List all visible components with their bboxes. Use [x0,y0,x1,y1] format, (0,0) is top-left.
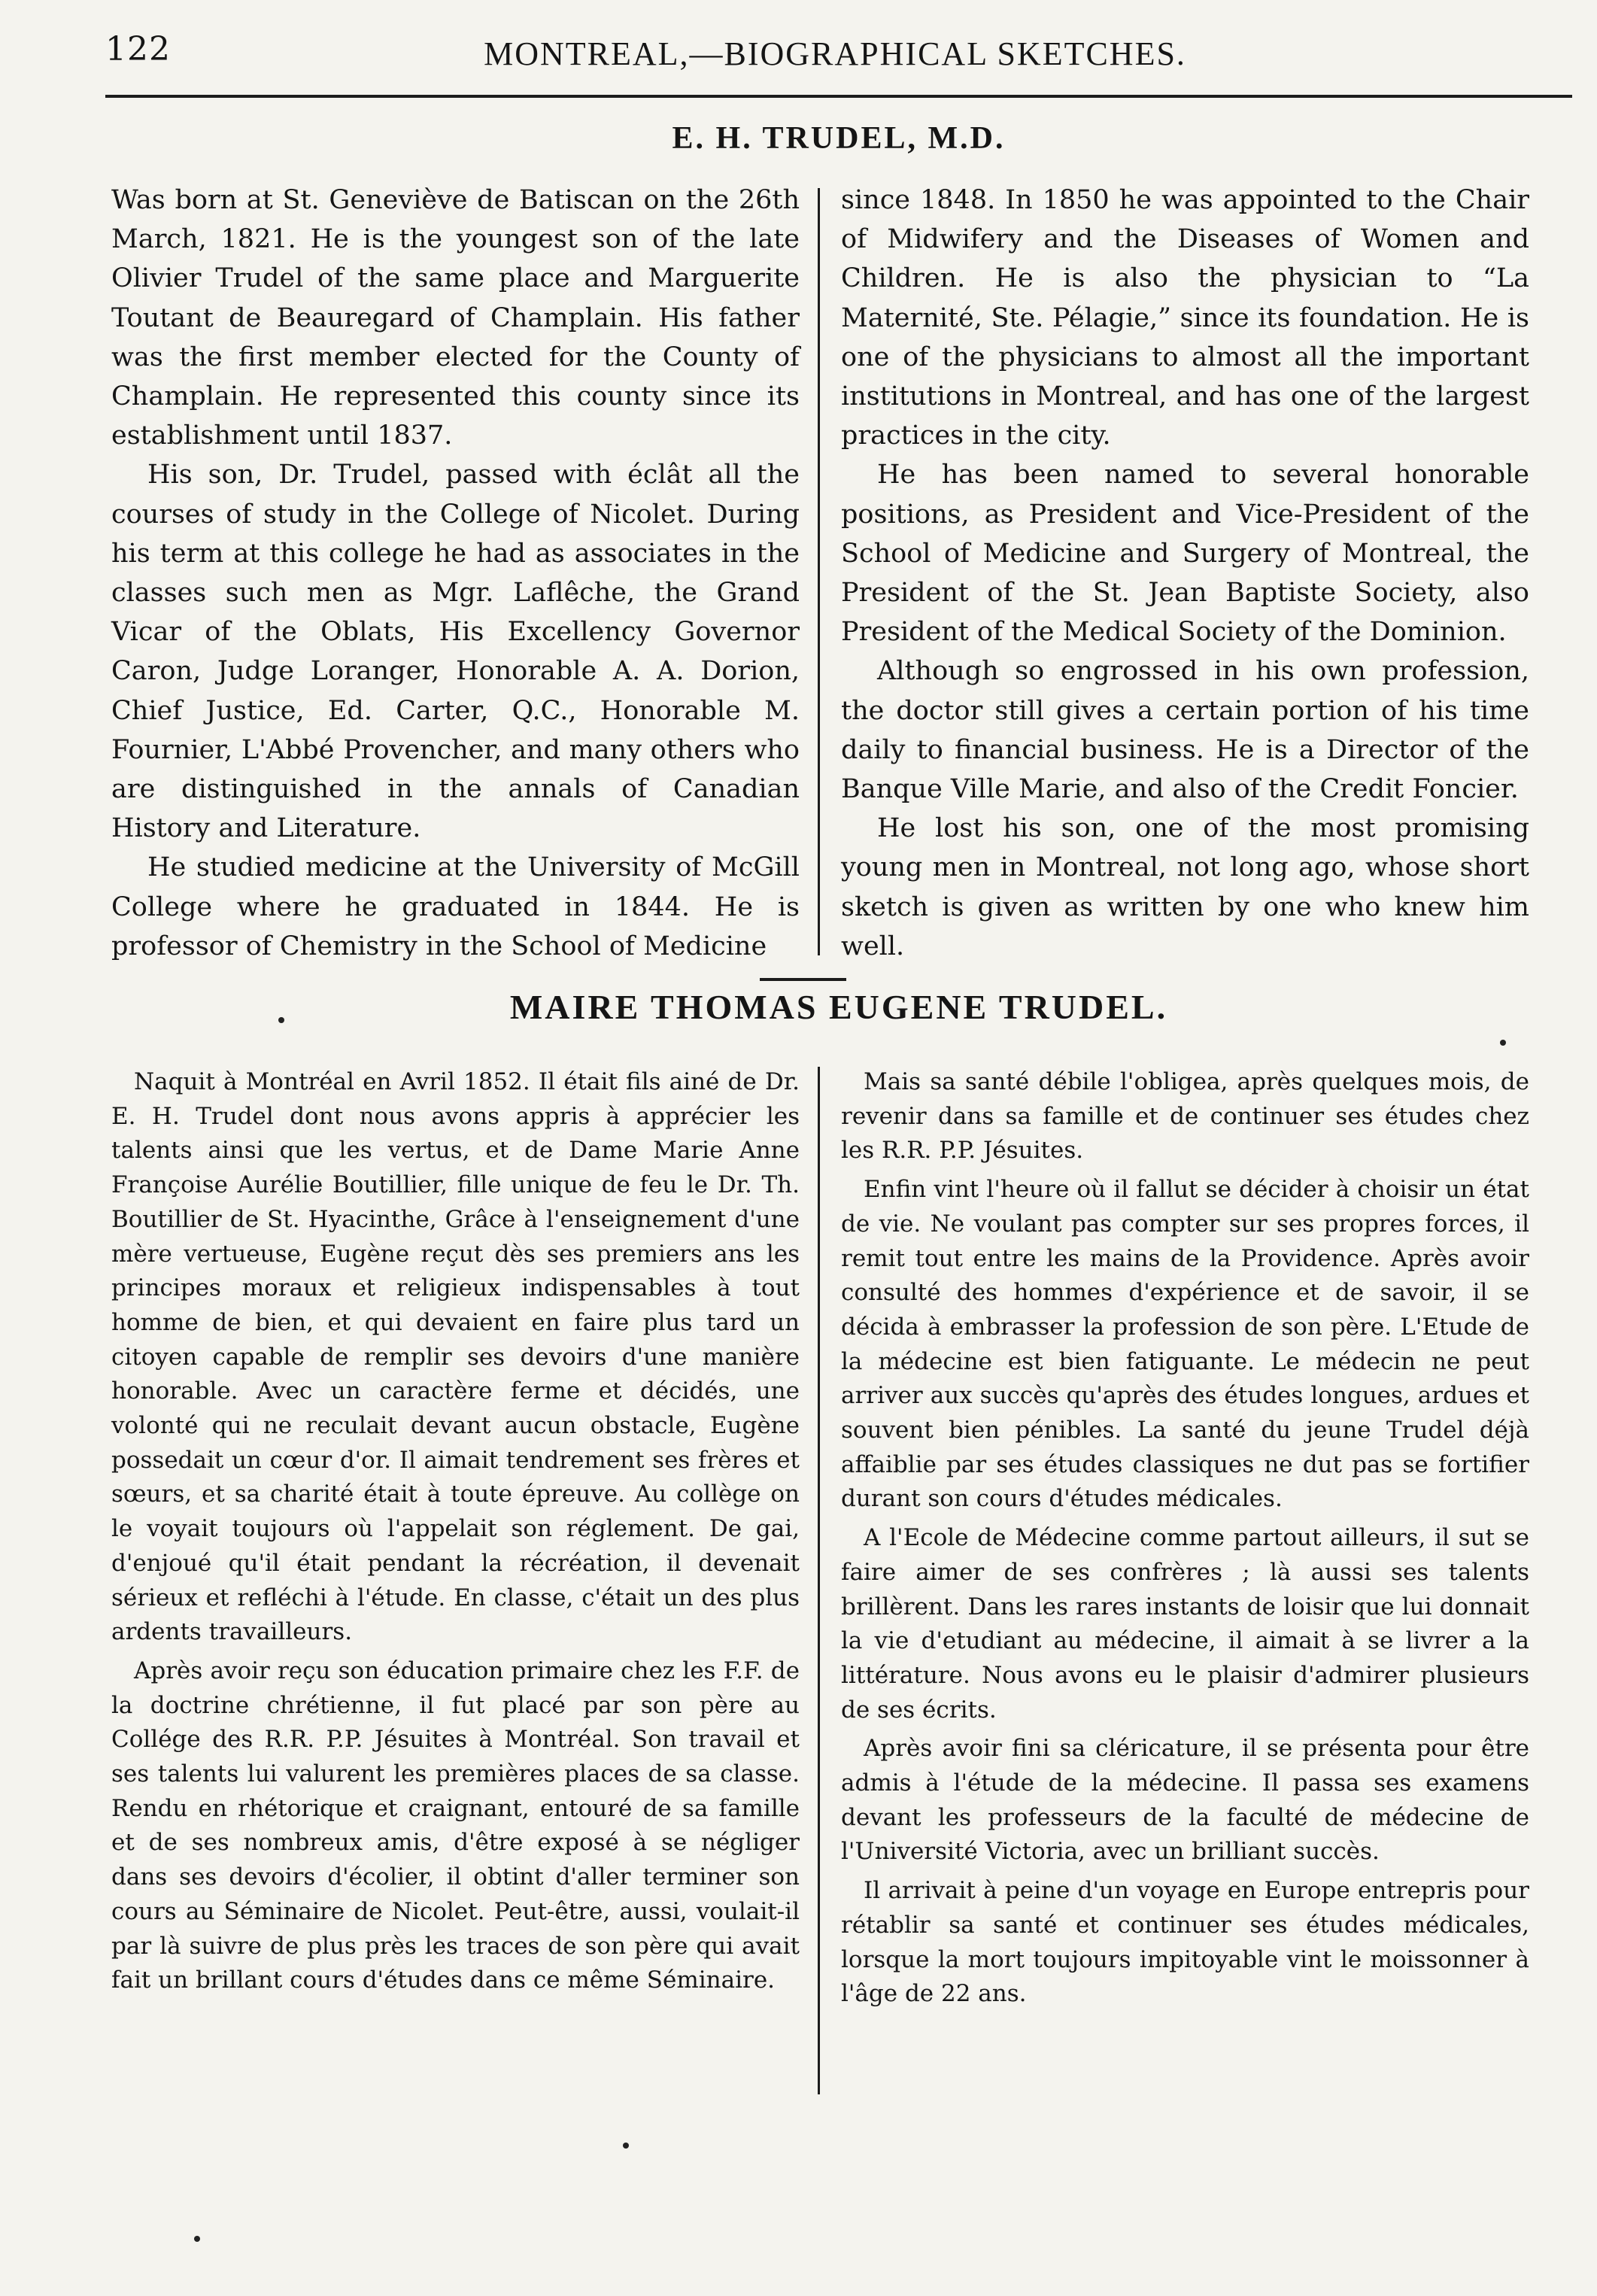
paragraph: Après avoir reçu son éducation primaire chez les F.F. de la doctrine chrétienne, il fut placé par son père au Collége des R.R. P.P. Jésuites à Montréal. Son travail et ses talents lui valurent les premières places de sa classe. Rendu en rhétorique et craignant, entouré de sa famille et de ses nombreux amis, d'être exposé à se négliger dans ses devoirs d'écolier, il obtint d'aller terminer son cours au Séminaire de Nicolet. Peut-être, aussi, voulait-il par là suivre de plus près les traces de son père qui avait fait un brillant cours d'études dans ce même Séminaire. [111,1657,800,1994]
paragraph: He has been named to several honorable positions, as President and Vice-President of the School of Medicine and Surgery of Montreal, the President of the St. Jean Baptiste Society, also President of the Medical Society of the Dominion. [841,460,1529,648]
ink-speck [278,1017,284,1023]
ink-speck [194,2236,200,2242]
paragraph: He studied medicine at the University of McGill College where he graduated in 1844. He is professor of Chemistry in the School of Medicine [111,852,800,961]
paragraph: since 1848. In 1850 he was appointed to the Chair of Midwifery and the Diseases of Women and Children. He is also the physician to “La Maternité, Ste. Pélagie,” since its foundation. He is one of the physicians to almost all the important institutions in Montreal, and has one of the largest practices in the city. [841,185,1529,451]
paragraph: Il arrivait à peine d'un voyage en Europe entrepris pour rétablir sa santé et continuer ses études médicales, lorsque la mort toujours impitoyable vint le moissonner à l'âge de 22 ans. [841,1877,1529,2008]
paragraph: His son, Dr. Trudel, passed with éclât all the courses of study in the College of Nicolet. During his term at this college he had as associates in the classes such men as Mgr. Laflêche, the Grand Vicar of the Oblats, His Excellency Governor Caron, Judge Loranger, Honorable A. A. Dorion, Chief Justice, Ed. Carter, Q.C., Honorable M. Fournier, L'Abbé Provencher, and many others who are distinguished in the annals of Canadian History and Literature. [111,460,800,844]
paragraph: A l'Ecole de Médecine comme partout ailleurs, il sut se faire aimer de ses confrères ; là aussi ses talents brillèrent. Dans les rares instants de loisir que lui donnait la vie d'etudiant au médecine, il aimait à se livrer a la littérature. Nous avons eu le plaisir d'admirer plusieurs de ses écrits. [841,1524,1529,1724]
paragraph: Mais sa santé débile l'obligea, après quelques mois, de revenir dans sa famille et de continuer ses études chez les R.R. P.P. Jésuites. [841,1068,1529,1165]
article1-column-right [841,181,1529,966]
header-rule [105,95,1572,98]
paragraph: Naquit à Montréal en Avril 1852. Il était fils ainé de Dr. E. H. Trudel dont nous avons appris à apprécier les talents ainsi que les vertus, et de Dame Marie Anne Françoise Aurélie Boutillier, fille unique de feu le Dr. Th. Boutillier de St. Hyacinthe, Grâce à l'enseignement d'une mère vertueuse, Eugène reçut dès ses premiers ans les principes moraux et religieux indispensables à tout homme de bien, et qui devaient en faire plus tard un citoyen capable de remplir ses devoirs d'une manière honorable. Avec un caractère ferme et décidés, une volonté qui ne reculait devant aucun obstacle, Eugène possedait un cœur d'or. Il aimait tendrement ses frères et sœurs, et sa charité était à toute épreuve. Au collège on le voyait toujours où l'appelait son réglement. De gai, d'enjoué qu'il était pendant la récréation, il devenait sérieux et refléchi à l'étude. En classe, c'était un des plus ardents travailleurs. [111,1068,800,1646]
paragraph: Although so engrossed in his own profession, the doctor still gives a certain portion of his time daily to financial business. He is a Director of the Banque Ville Marie, and also of the Credit Foncier. [841,656,1529,805]
page-number: 122 [105,30,171,68]
column-divider [818,188,820,955]
paragraph: Was born at St. Geneviève de Batiscan on the 26th March, 1821. He is the youngest son of the late Olivier Trudel of the same place and Marguerite Toutant de Beauregard of Champlain. His father was the first member elected for the County of Champlain. He represented this county since its establishment until 1837. [111,185,800,451]
paragraph: He lost his son, one of the most promising young men in Montreal, not long ago, whose short sketch is given as written by one who knew him well. [841,813,1529,961]
paragraph: Enfin vint l'heure où il fallut se décider à choisir un état de vie. Ne voulant pas compter sur ses propres forces, il remit tout entre les mains de la Providence. Après avoir consulté des hommes d'expérience et de savoir, il se décida à embrasser la profession de son père. L'Etude de la médecine est bien fatiguante. Le médecin ne peut arriver aux succès qu'après des études longues, ardues et souvent bien pénibles. La santé du jeune Trudel déjà affaiblie par ses études classiques ne dut pas se fortifier durant son cours d'études médicales. [841,1176,1529,1513]
ink-speck [623,2143,629,2149]
ink-speck [1500,1040,1506,1046]
section-separator [760,978,846,981]
article-title-trudel-md: E. H. TRUDEL, M.D. [672,121,1006,156]
article1-column-left [111,181,800,966]
running-title: MONTREAL,—BIOGRAPHICAL SKETCHES. [484,35,1186,72]
article2-column-left [111,1065,800,1998]
running-head [105,30,1565,75]
article2-column-right [841,1065,1529,2012]
paragraph: Après avoir fini sa cléricature, il se présenta pour être admis à l'étude de la médecine. Il passa ses examens devant les professeurs de la faculté de médecine de l'Université Victoria, avec un brilliant succès. [841,1735,1529,1866]
column-divider [818,1067,820,2094]
article-title-eugene-trudel: MAIRE THOMAS EUGENE TRUDEL. [509,988,1168,1026]
